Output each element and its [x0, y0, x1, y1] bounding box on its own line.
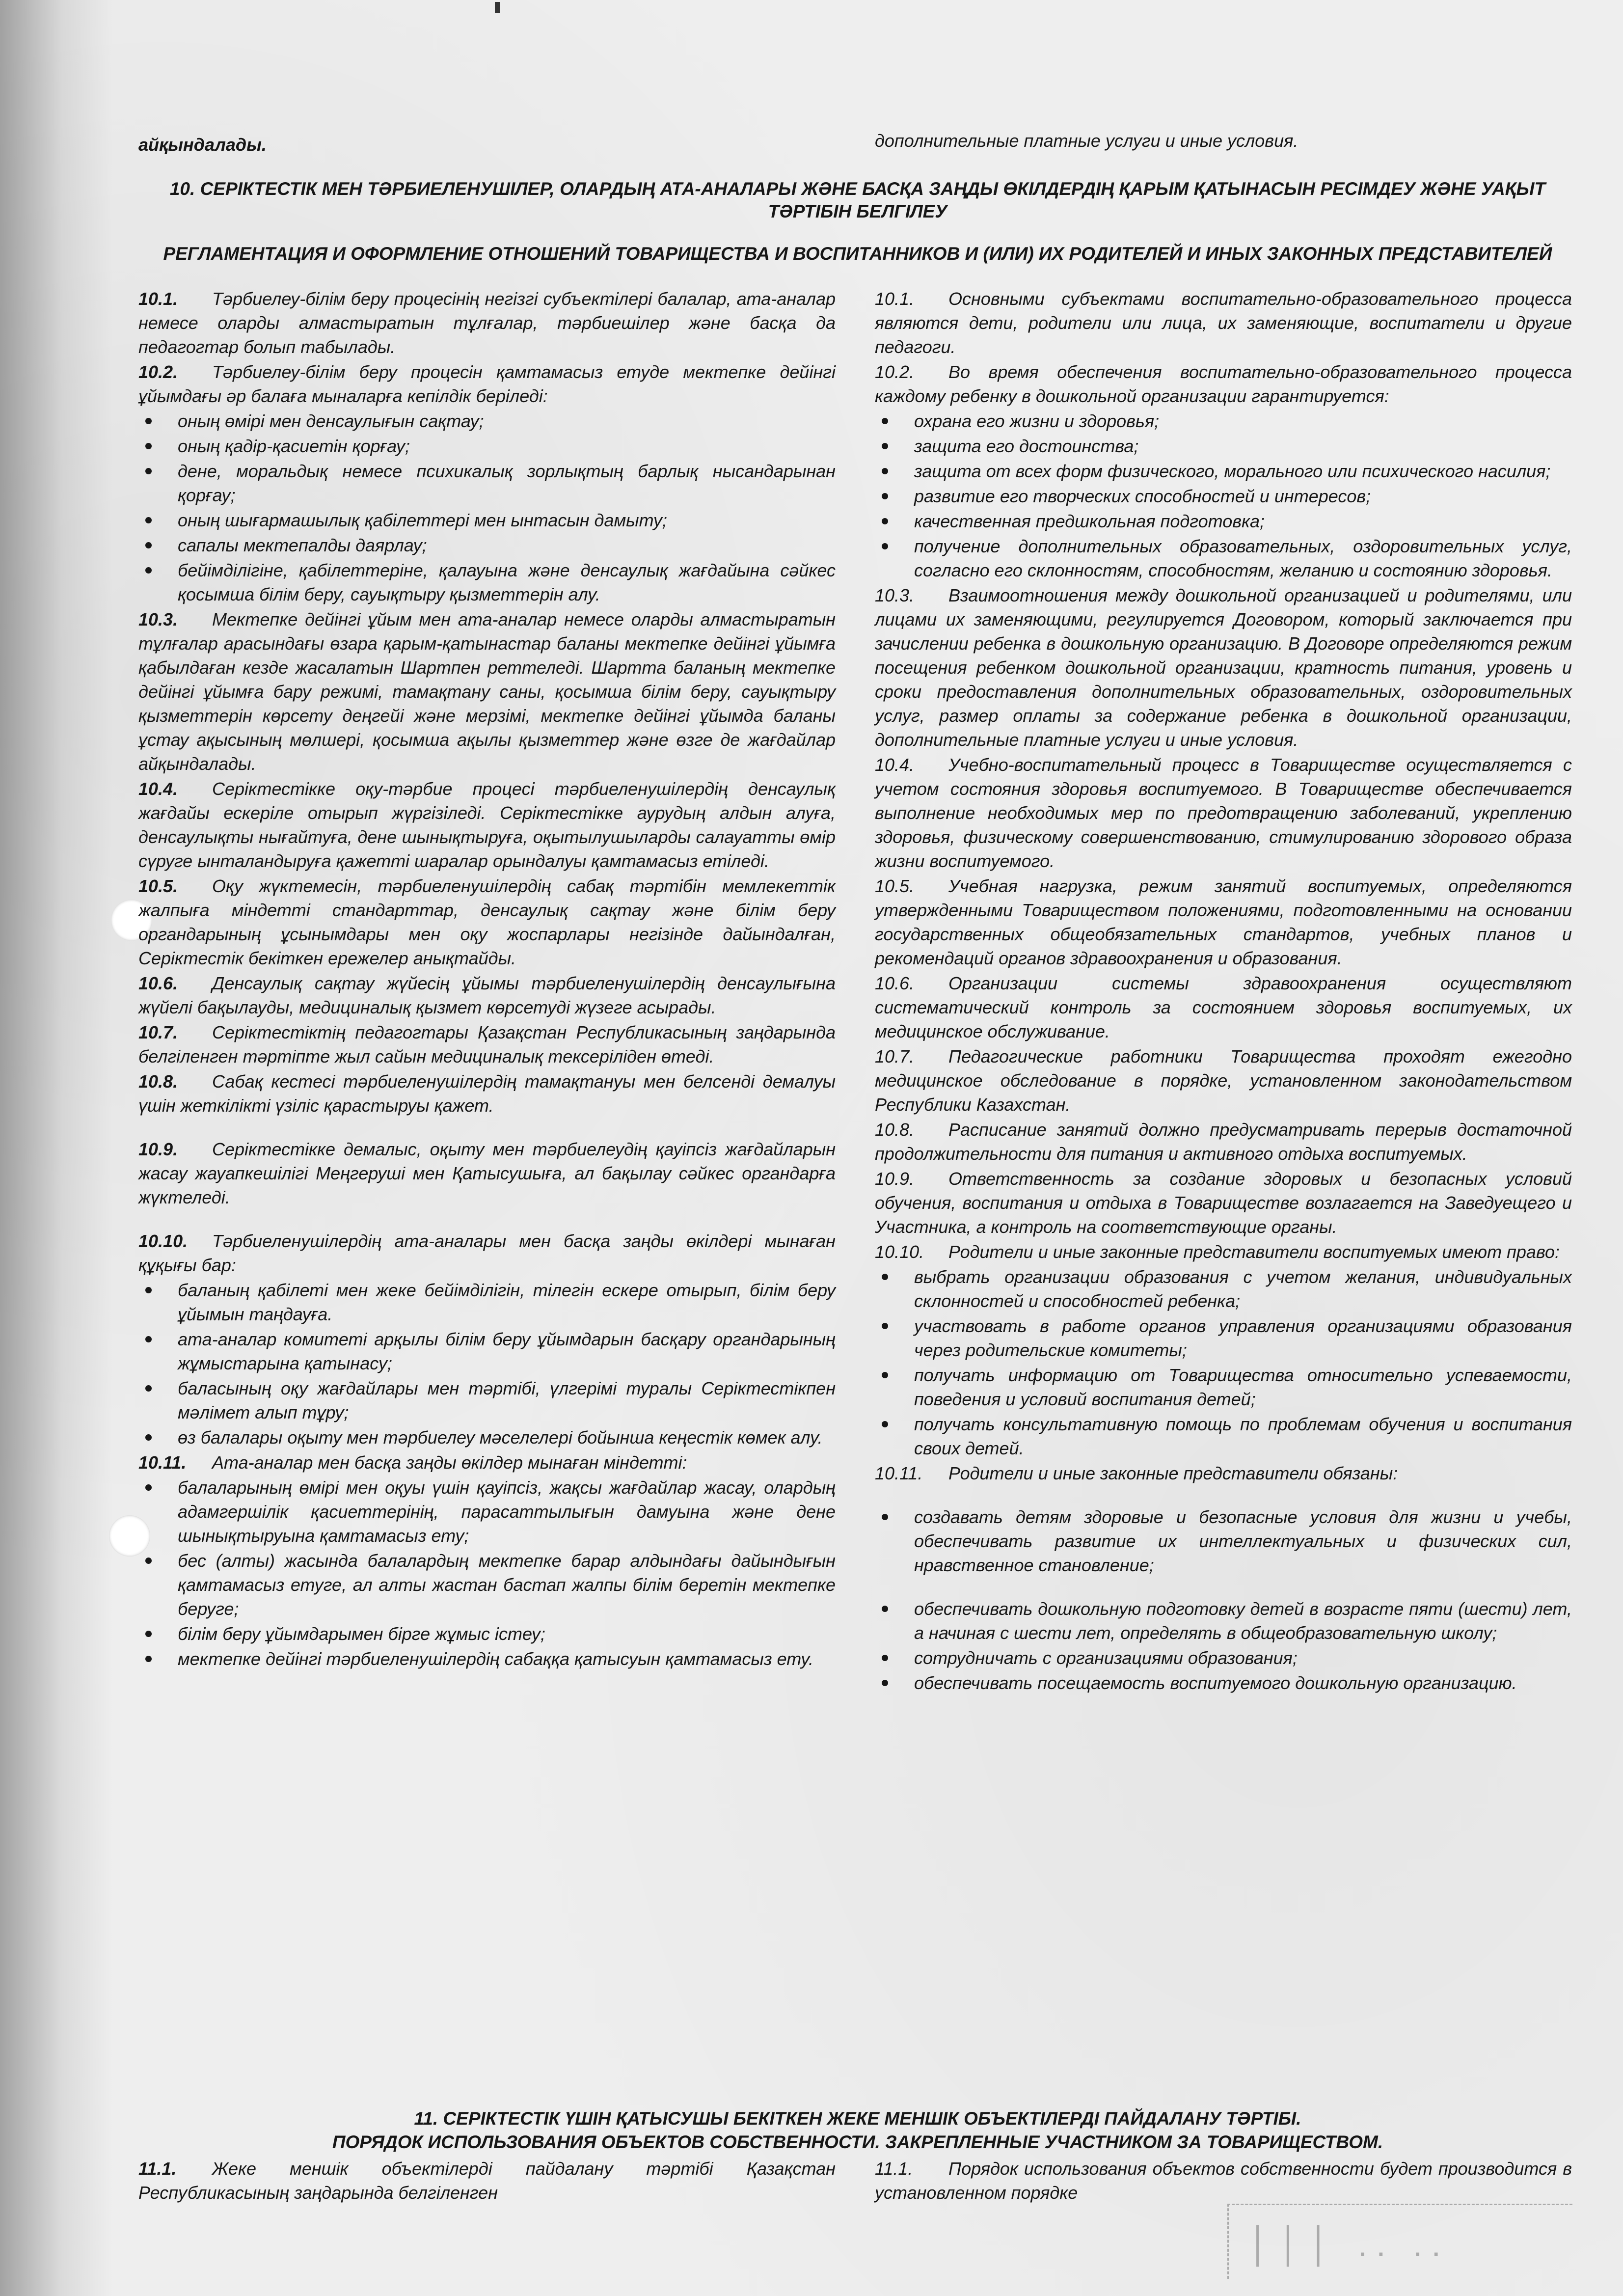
bullet-icon	[882, 1323, 888, 1329]
list-item: балаларының өмірі мен оқуы үшін қауіпсіз, жақсы жағдайлар жасау, олардың адамгершілік қасиеттерінің, парасаттылығын дамуына және дене шынықтыруына қамтамасыз ету;	[138, 1476, 836, 1548]
list-item: баланың қабілеті мен жеке бейімділігін, тілегін ескере отырып, білім беру ұйымын таңдауға.	[138, 1278, 836, 1326]
bullet-icon	[882, 1680, 888, 1686]
bullet-icon	[145, 1484, 152, 1491]
bullet-icon	[882, 443, 888, 449]
ru-clause-10-3: 10.3. Взаимоотношения между дошкольной организацией и родителями, или лицами их заменяющими, регулируется Договором, который заключается при зачислении ребенка в дошкольную организацию. В Договоре определяются режим посещения ребенком дошкольной организации, кратность питания, уровень и сроки предоставления дополнительных образовательных, оздоровительных услуг, размер оплаты за содержание ребенка в дошкольной организации, дополнительные платные услуги и иные условия.	[875, 585, 1572, 750]
list-item: баласының оқу жағдайлары мен тәртібі, үлгерімі туралы Серіктестікпен мәлімет алып тұру;	[138, 1376, 836, 1424]
list-item: бейімділігіне, қабілеттеріне, қалауына және денсаулық жағдайына сәйкес қосымша білім беру, сауықтыру қызметтерін алу.	[138, 558, 836, 606]
kz-clause-10-9: 10.9. Серіктестікке демалыс, оқыту мен тәрбиелеудің қауіпсіз жағдайларын жасау жауапкешілігі Меңгеруші мен Қатысушыға, ал бақылау сәйкес органдарға жүктеледі.	[138, 1139, 836, 1207]
bullet-icon	[882, 1655, 888, 1661]
bullet-icon	[882, 493, 888, 499]
list-item: создавать детям здоровые и безопасные условия для жизни и учебы, обеспечивать развитие их интеллектуальных и физических сил, нравственное становление;	[875, 1505, 1572, 1577]
ru-clause-10-9: 10.9. Ответственность за создание здоровых и безопасных условий обучения, воспитания и отдыха в Товариществе возлагается на Заведуещего и Участника, а контроль на соответствующие органы.	[875, 1169, 1572, 1237]
list-item: обеспечивать дошкольную подготовку детей в возрасте пяти (шести) лет, а начиная с шести лет, определять в общеобразовательную школу;	[875, 1597, 1572, 1645]
bullet-icon	[145, 1336, 152, 1342]
kz-clause-10-1: 10.1. Тәрбиелеу-білім беру процесінің негізгі субъектілері балалар, ата-аналар немесе оларды алмастыратын тұлғалар, тәрбиешілер және басқа да педагогтар болып табылады.	[138, 289, 836, 357]
bullet-icon	[145, 468, 152, 474]
list-item: білім беру ұйымдарымен бірге жұмыс істеу;	[138, 1622, 836, 1646]
ru-clause-10-10: 10.10. Родители и иные законные представители воспитуемых имеют право:	[875, 1242, 1560, 1262]
ru-clause-10-4: 10.4. Учебно-воспитательный процесс в Товариществе осуществляется с учетом состояния здоровья воспитуемого. В Товариществе обеспечивается выполнение необходимых мер по предотвращению заболеваний, укреплению здоровья, физическому совершенствованию, стимулированию здорового образа жизни воспитуемого.	[875, 755, 1572, 871]
list-item: обеспечивать посещаемость воспитуемого дошкольную организацию.	[875, 1671, 1572, 1695]
kz-clause-10-7: 10.7. Серіктестіктің педагогтары Қазақстан Республикасының заңдарында белгіленген тәртіпте жыл сайын медициналық тексеріліден өтеді.	[138, 1022, 836, 1066]
kz-column	[138, 287, 836, 1672]
section-11-ru-heading: ПОРЯДОК ИСПОЛЬЗОВАНИЯ ОБЪЕКТОВ СОБСТВЕННОСТИ. ЗАКРЕПЛЕННЫЕ УЧАСТНИКОМ ЗА ТОВАРИЩЕСТВОМ.	[332, 2132, 1383, 2152]
list-item: развитие его творческих способностей и интересов;	[875, 484, 1572, 508]
kz-clause-10-3: 10.3. Мектепке дейінгі ұйым мен ата-аналар немесе оларды алмастыратын тұлғалар арасындағы өзара қарым-қатынастар баланы мектепке дейінгі ұйымға қабылдаған кезде жасалатын Шартпен реттеледі. Шартта баланың мектепке дейінгі ұйымға бару режимі, тамақтану саны, қосымша білім беру, сауықтыру қызметтерін көрсету деңгейі және мерзімі, мектепке дейінгі ұйымда баланы ұстау ақысының мөлшері, қосымша ақылы қызметтер және өзге де жағдайлар айқындалады.	[138, 609, 836, 774]
kz-clause-10-4: 10.4. Серіктестікке оқу-тәрбие процесі тәрбиеленушілердің денсаулық жағдайы ескеріле отырып жүргізіледі. Серіктестікке аурудың алдын алуға, денсаулықты нығайтуға, дене шынықтыруға, оқытылушыларды салауатты өмір сүруге ынталандыруға қажетті шаралар орындалуы қамтамасыз етіледі.	[138, 779, 836, 871]
bullet-icon	[145, 1558, 152, 1564]
ru-clause-10-11: 10.11. Родители и иные законные представители обязаны:	[875, 1463, 1398, 1483]
bullet-icon	[882, 1372, 888, 1378]
bullet-icon	[882, 1606, 888, 1612]
ru-clause-10-8: 10.8. Расписание занятий должно предусматривать перерыв достаточной продолжительности для питания и активного отдыха воспитуемых.	[875, 1120, 1572, 1164]
list-item: мектепке дейінгі тәрбиеленушілердің сабаққа қатысуын қамтамасыз ету.	[138, 1647, 836, 1671]
ru-clause-10-1: 10.1. Основными субъектами воспитательно-образовательного процесса являются дети, родители или лица, их заменяющие, воспитатели и другие педагоги.	[875, 289, 1572, 357]
bullet-icon	[882, 1421, 888, 1427]
bullet-icon	[145, 418, 152, 424]
kz-top-tail: айқындалады.	[138, 135, 267, 155]
list-item: качественная предшкольная подготовка;	[875, 509, 1572, 533]
ru-clause-10-7: 10.7. Педагогические работники Товарищества проходят ежегодно медицинское обследование в порядке, установленном законодательством Республики Казахстан.	[875, 1046, 1572, 1115]
bullet-icon	[145, 1434, 152, 1441]
bullet-icon	[145, 542, 152, 548]
kz-clause-10-6: 10.6. Денсаулық сақтау жүйесің ұйымы тәрбиеленушілердің денсаулығына жүйелі бақылауды, медициналық қызмет көрсетуді жүзеге асырады.	[138, 973, 836, 1017]
list-item: получение дополнительных образовательных, оздоровительных услуг, согласно его склонностям, способностям, желанию и состоянию здоровья.	[875, 534, 1572, 582]
list-item: өз балалары оқыту мен тәрбиелеу мәселелері бойынша кеңестік көмек алу.	[138, 1425, 836, 1449]
list-item: выбрать организации образования с учетом желания, индивидуальных склонностей и способностей ребенка;	[875, 1265, 1572, 1313]
list-item: сотрудничать с организациями образования;	[875, 1646, 1572, 1670]
bullet-icon	[145, 1656, 152, 1662]
kz-clause-10-10: 10.10. Тәрбиеленушілердің ата-аналары мен басқа заңды өкілдері мынаған құқығы бар:	[138, 1231, 836, 1275]
ru-column	[875, 287, 1572, 1696]
bullet-icon	[882, 1274, 888, 1280]
ru-clause-11-1: 11.1. Порядок использования объектов собственности будет производится в установленном порядке	[875, 2159, 1572, 2203]
kz-clause-10-2: 10.2. Тәрбиелеу-білім беру процесін қамтамасыз етуде мектепке дейінгі ұйымдағы әр балаға мыналарға кепілдік беріледі:	[138, 362, 836, 406]
list-item: оның қадір-қасиетін қорғау;	[138, 434, 836, 458]
bullet-icon	[145, 1631, 152, 1637]
bullet-icon	[145, 1287, 152, 1293]
bullet-icon	[145, 1385, 152, 1392]
list-item: получать информацию от Товарищества относительно успеваемости, поведения и условий воспитания детей;	[875, 1363, 1572, 1411]
list-item: сапалы мектепалды даярлау;	[138, 533, 836, 557]
staple-mark	[495, 2, 500, 13]
list-item: дене, моральдық немесе психикалық зорлықтың барлық нысандарынан қорғау;	[138, 459, 836, 507]
kz-clause-10-5: 10.5. Оқу жүктемесін, тәрбиеленушілердің сабақ тәртібін мемлекеттік жалпыға міндетті стандарттар, денсаулық сақтау және білім беру органдарының ұсынымдары мен оқу жоспарлары негізінде дайындалған, Серіктестік бекіткен ережелер анықтайды.	[138, 876, 836, 968]
section-10-ru-heading: РЕГЛАМЕНТАЦИЯ И ОФОРМЛЕНИЕ ОТНОШЕНИЙ ТОВАРИЩЕСТВА И ВОСПИТАННИКОВ И (ИЛИ) ИХ РОДИТЕЛЕЙ И ИНЫХ ЗАКОННЫХ ПРЕДСТАВИТЕЛЕЙ	[163, 244, 1552, 264]
list-item: участвовать в работе органов управления организациями образования через родительские комитеты;	[875, 1314, 1572, 1362]
bullet-icon	[882, 468, 888, 474]
bullet-icon	[882, 418, 888, 424]
ru-clause-10-2: 10.2. Во время обеспечения воспитательно-образовательного процесса каждому ребенку в дошкольной организации гарантируется:	[875, 362, 1572, 406]
list-item: защита от всех форм физического, морального или психического насилия;	[875, 459, 1572, 483]
list-item: оның өмірі мен денсаулығын сақтау;	[138, 409, 836, 433]
bullet-icon	[145, 517, 152, 523]
kz-clause-10-8: 10.8. Сабақ кестесі тәрбиеленушілердің тамақтануы мен белсенді демалуы үшін жеткілікті үзіліс қарастыруы қажет.	[138, 1071, 836, 1116]
stamp-mark: │││ .. ..	[1227, 2204, 1572, 2279]
list-item: оның шығармашылық қабілеттері мен ынтасын дамыту;	[138, 508, 836, 532]
bullet-icon	[882, 543, 888, 549]
section-10-kz-heading: 10. СЕРІКТЕСТІК МЕН ТӘРБИЕЛЕНУШІЛЕР, ОЛАРДЫҢ АТА-АНАЛАРЫ ЖӘНЕ БАСҚА ЗАҢДЫ ӨКІЛДЕРДІҢ ҚАРЫМ ҚАТЫНАСЫН РЕСІМДЕУ ЖӘНЕ УАҚЫТ ТӘРТІБІН БЕЛГІЛЕУ	[169, 179, 1546, 221]
bullet-icon	[882, 518, 888, 524]
scan-edge-shadow	[0, 0, 113, 2296]
bullet-icon	[882, 1514, 888, 1520]
kz-clause-11-1: 11.1. Жеке меншік объектілерді пайдалану тәртібі Қазақстан Республикасының заңдарында белгіленген	[138, 2159, 836, 2203]
section-11-kz-heading: 11. СЕРІКТЕСТІК ҮШІН ҚАТЫСУШЫ БЕКІТКЕН ЖЕКЕ МЕНШІК ОБЪЕКТІЛЕРДІ ПАЙДАЛАНУ ТӘРТІБІ.	[414, 2108, 1301, 2129]
ru-clause-10-5: 10.5. Учебная нагрузка, режим занятий воспитуемых, определяются утвержденными Товариществом положениями, подготовленными на основании государственных общеобязательных стандартов, учебных планов и рекомендаций органов здравоохранения и образования.	[875, 876, 1572, 968]
list-item: получать консультативную помощь по проблемам обучения и воспитания своих детей.	[875, 1412, 1572, 1460]
list-item: ата-аналар комитеті арқылы білім беру ұйымдарын басқару органдарының жұмыстарына қатынасу;	[138, 1327, 836, 1375]
kz-clause-10-11: 10.11. Ата-аналар мен басқа заңды өкілдер мынаған міндетті:	[138, 1452, 687, 1473]
list-item: бес (алты) жасында балалардың мектепке барар алдындағы дайындығын қамтамасыз етуге, ал алты жастан бастап жалпы білім беретін мектепке беруге;	[138, 1549, 836, 1621]
bullet-icon	[145, 567, 152, 574]
list-item: охрана его жизни и здоровья;	[875, 409, 1572, 433]
list-item: защита его достоинства;	[875, 434, 1572, 458]
ru-clause-10-6: 10.6. Организации системы здравоохранения осуществляют систематический контроль за состоянием здоровья воспитуемых, их медицинское обслуживание.	[875, 973, 1572, 1041]
ru-top-tail: дополнительные платные услуги и иные условия.	[875, 131, 1298, 151]
bullet-icon	[145, 443, 152, 449]
